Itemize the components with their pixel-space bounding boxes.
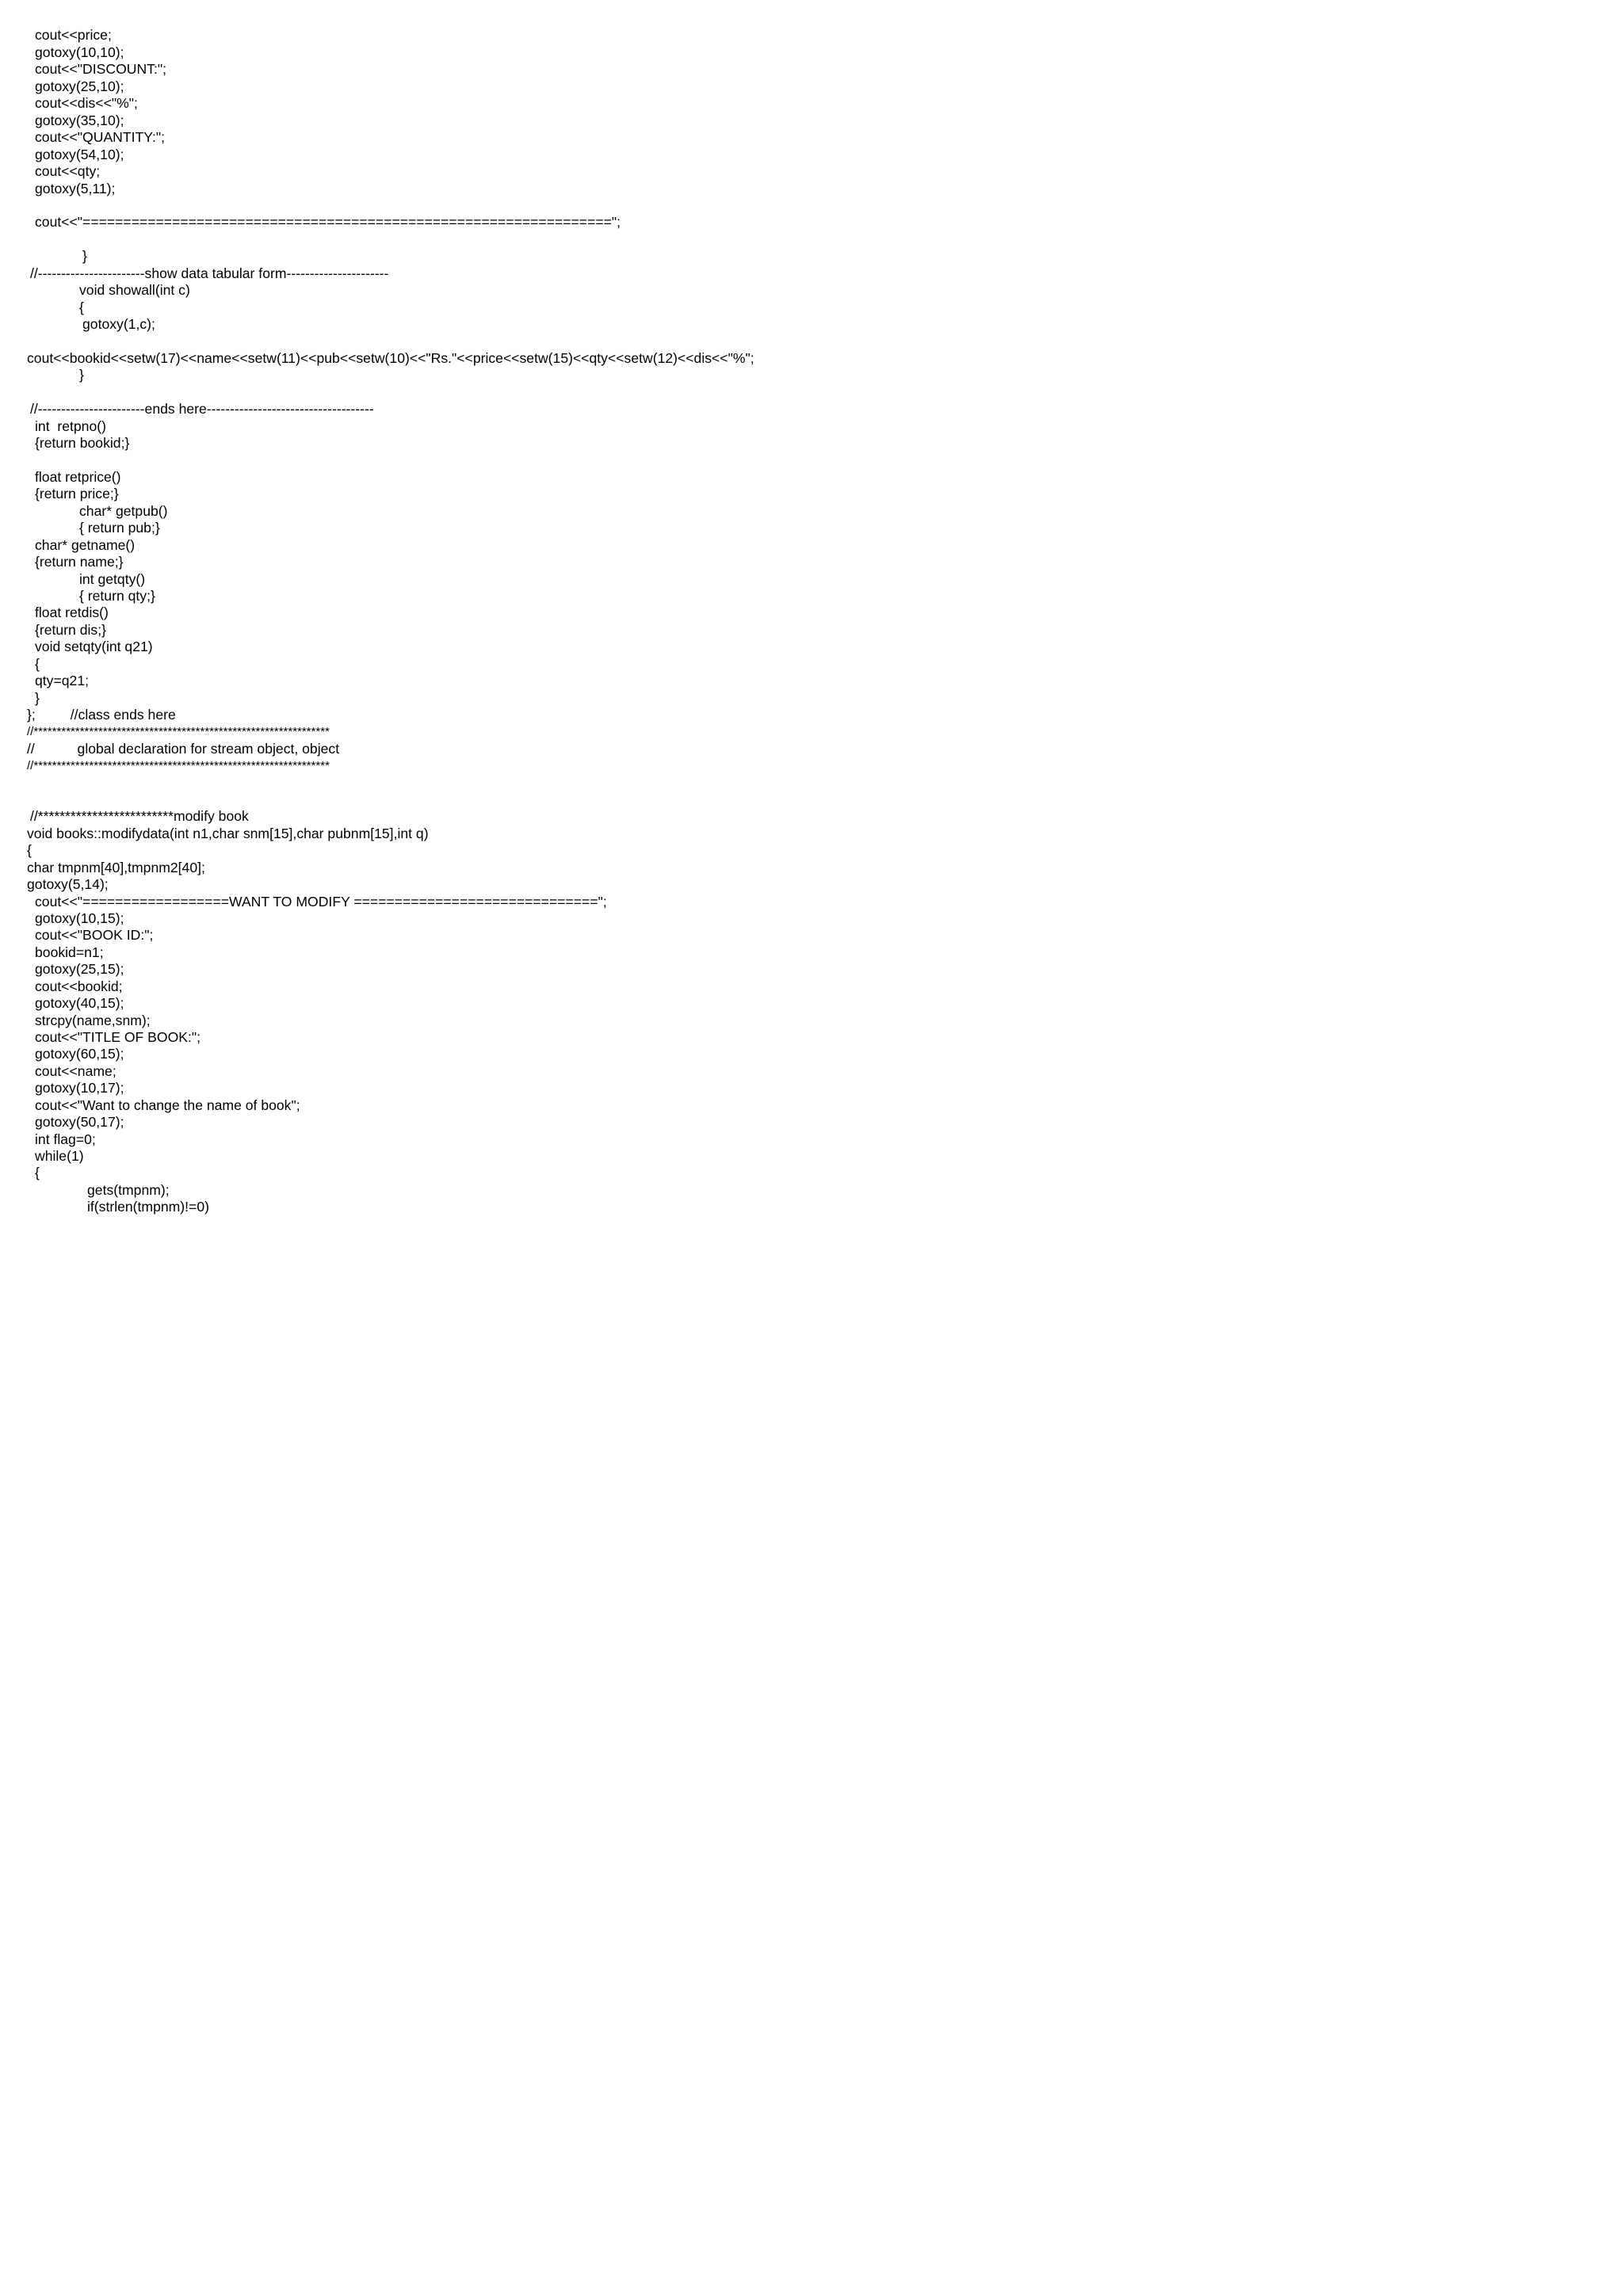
code-line: cout<<"Want to change the name of book";: [35, 1097, 300, 1113]
code-line: gets(tmpnm);: [87, 1182, 170, 1198]
code-line: void books::modifydata(int n1,char snm[15],char pubnm[15],int q): [27, 826, 429, 841]
code-line: // global declaration for stream object, object: [27, 741, 340, 757]
code-line: int flag=0;: [35, 1131, 96, 1147]
code-line: {: [27, 842, 32, 858]
code-line: {return price;}: [35, 486, 119, 502]
code-line: //-----------------------show data tabular form----------------------: [30, 265, 389, 281]
code-line: gotoxy(5,14);: [27, 876, 109, 892]
code-line: gotoxy(5,11);: [35, 181, 116, 196]
code-line: char* getname(): [35, 537, 136, 553]
code-line: {: [35, 656, 40, 672]
code-line: {: [35, 1165, 40, 1180]
code-line: if(strlen(tmpnm)!=0): [87, 1199, 209, 1215]
code-line: cout<<"TITLE OF BOOK:";: [35, 1029, 201, 1045]
code-line: //****************************************************************: [27, 725, 330, 738]
code-line: }: [35, 690, 40, 706]
code-line: cout<<bookid;: [35, 978, 123, 994]
code-line: cout<<name;: [35, 1063, 116, 1079]
code-line: //****************************************************************: [27, 759, 330, 772]
code-line: gotoxy(25,10);: [35, 78, 124, 94]
code-line: gotoxy(40,15);: [35, 995, 124, 1011]
code-line: cout<<"DISCOUNT:";: [35, 61, 166, 77]
code-line: float retdis(): [35, 605, 109, 620]
code-line: cout<<"==================WANT TO MODIFY ==============================";: [35, 894, 607, 910]
code-line: {return name;}: [35, 554, 124, 570]
code-line: cout<<dis<<"%";: [35, 95, 138, 111]
code-line: gotoxy(1,c);: [82, 316, 155, 332]
code-line: //-----------------------ends here------------------------------------: [30, 401, 374, 417]
code-line: cout<<bookid<<setw(17)<<name<<setw(11)<<pub<<setw(10)<<"Rs."<<price<<setw(15)<<qty<<setw(12)<<dis<<"%";: [27, 350, 754, 366]
code-line: //*************************modify book: [30, 808, 249, 824]
code-line: cout<<price;: [35, 27, 112, 43]
code-line: gotoxy(35,10);: [35, 113, 124, 128]
code-line: strcpy(name,snm);: [35, 1013, 151, 1028]
code-line: gotoxy(10,10);: [35, 44, 124, 60]
code-line: bookid=n1;: [35, 944, 104, 960]
code-line: }: [82, 248, 87, 264]
code-line: void showall(int c): [79, 282, 190, 298]
code-line: gotoxy(54,10);: [35, 147, 124, 162]
code-line: char tmpnm[40],tmpnm2[40];: [27, 860, 205, 875]
code-line: gotoxy(10,15);: [35, 910, 124, 926]
code-line: cout<<qty;: [35, 163, 101, 179]
code-line: gotoxy(60,15);: [35, 1046, 124, 1062]
code-line: { return pub;}: [79, 520, 160, 536]
code-line: float retprice(): [35, 469, 121, 485]
code-line: gotoxy(25,15);: [35, 961, 124, 977]
code-line: {: [79, 299, 84, 315]
code-line: }: [79, 367, 84, 383]
document-page: [0, 0, 872, 1233]
code-line: gotoxy(50,17);: [35, 1114, 124, 1130]
code-line: char* getpub(): [79, 503, 168, 519]
code-line: }; //class ends here: [27, 707, 176, 723]
code-line: { return qty;}: [79, 588, 155, 604]
code-line: cout<<"BOOK ID:";: [35, 927, 154, 943]
code-line: int retpno(): [35, 418, 106, 434]
code-line: cout<<"QUANTITY:";: [35, 129, 166, 145]
code-line: int getqty(): [79, 571, 146, 587]
code-line: gotoxy(10,17);: [35, 1080, 124, 1096]
code-line: void setqty(int q21): [35, 639, 153, 654]
code-line: {return dis;}: [35, 622, 106, 638]
code-line: {return bookid;}: [35, 435, 130, 451]
code-line: while(1): [35, 1148, 84, 1164]
code-line: cout<<"=================================================================";: [35, 214, 621, 230]
code-line: qty=q21;: [35, 673, 89, 688]
